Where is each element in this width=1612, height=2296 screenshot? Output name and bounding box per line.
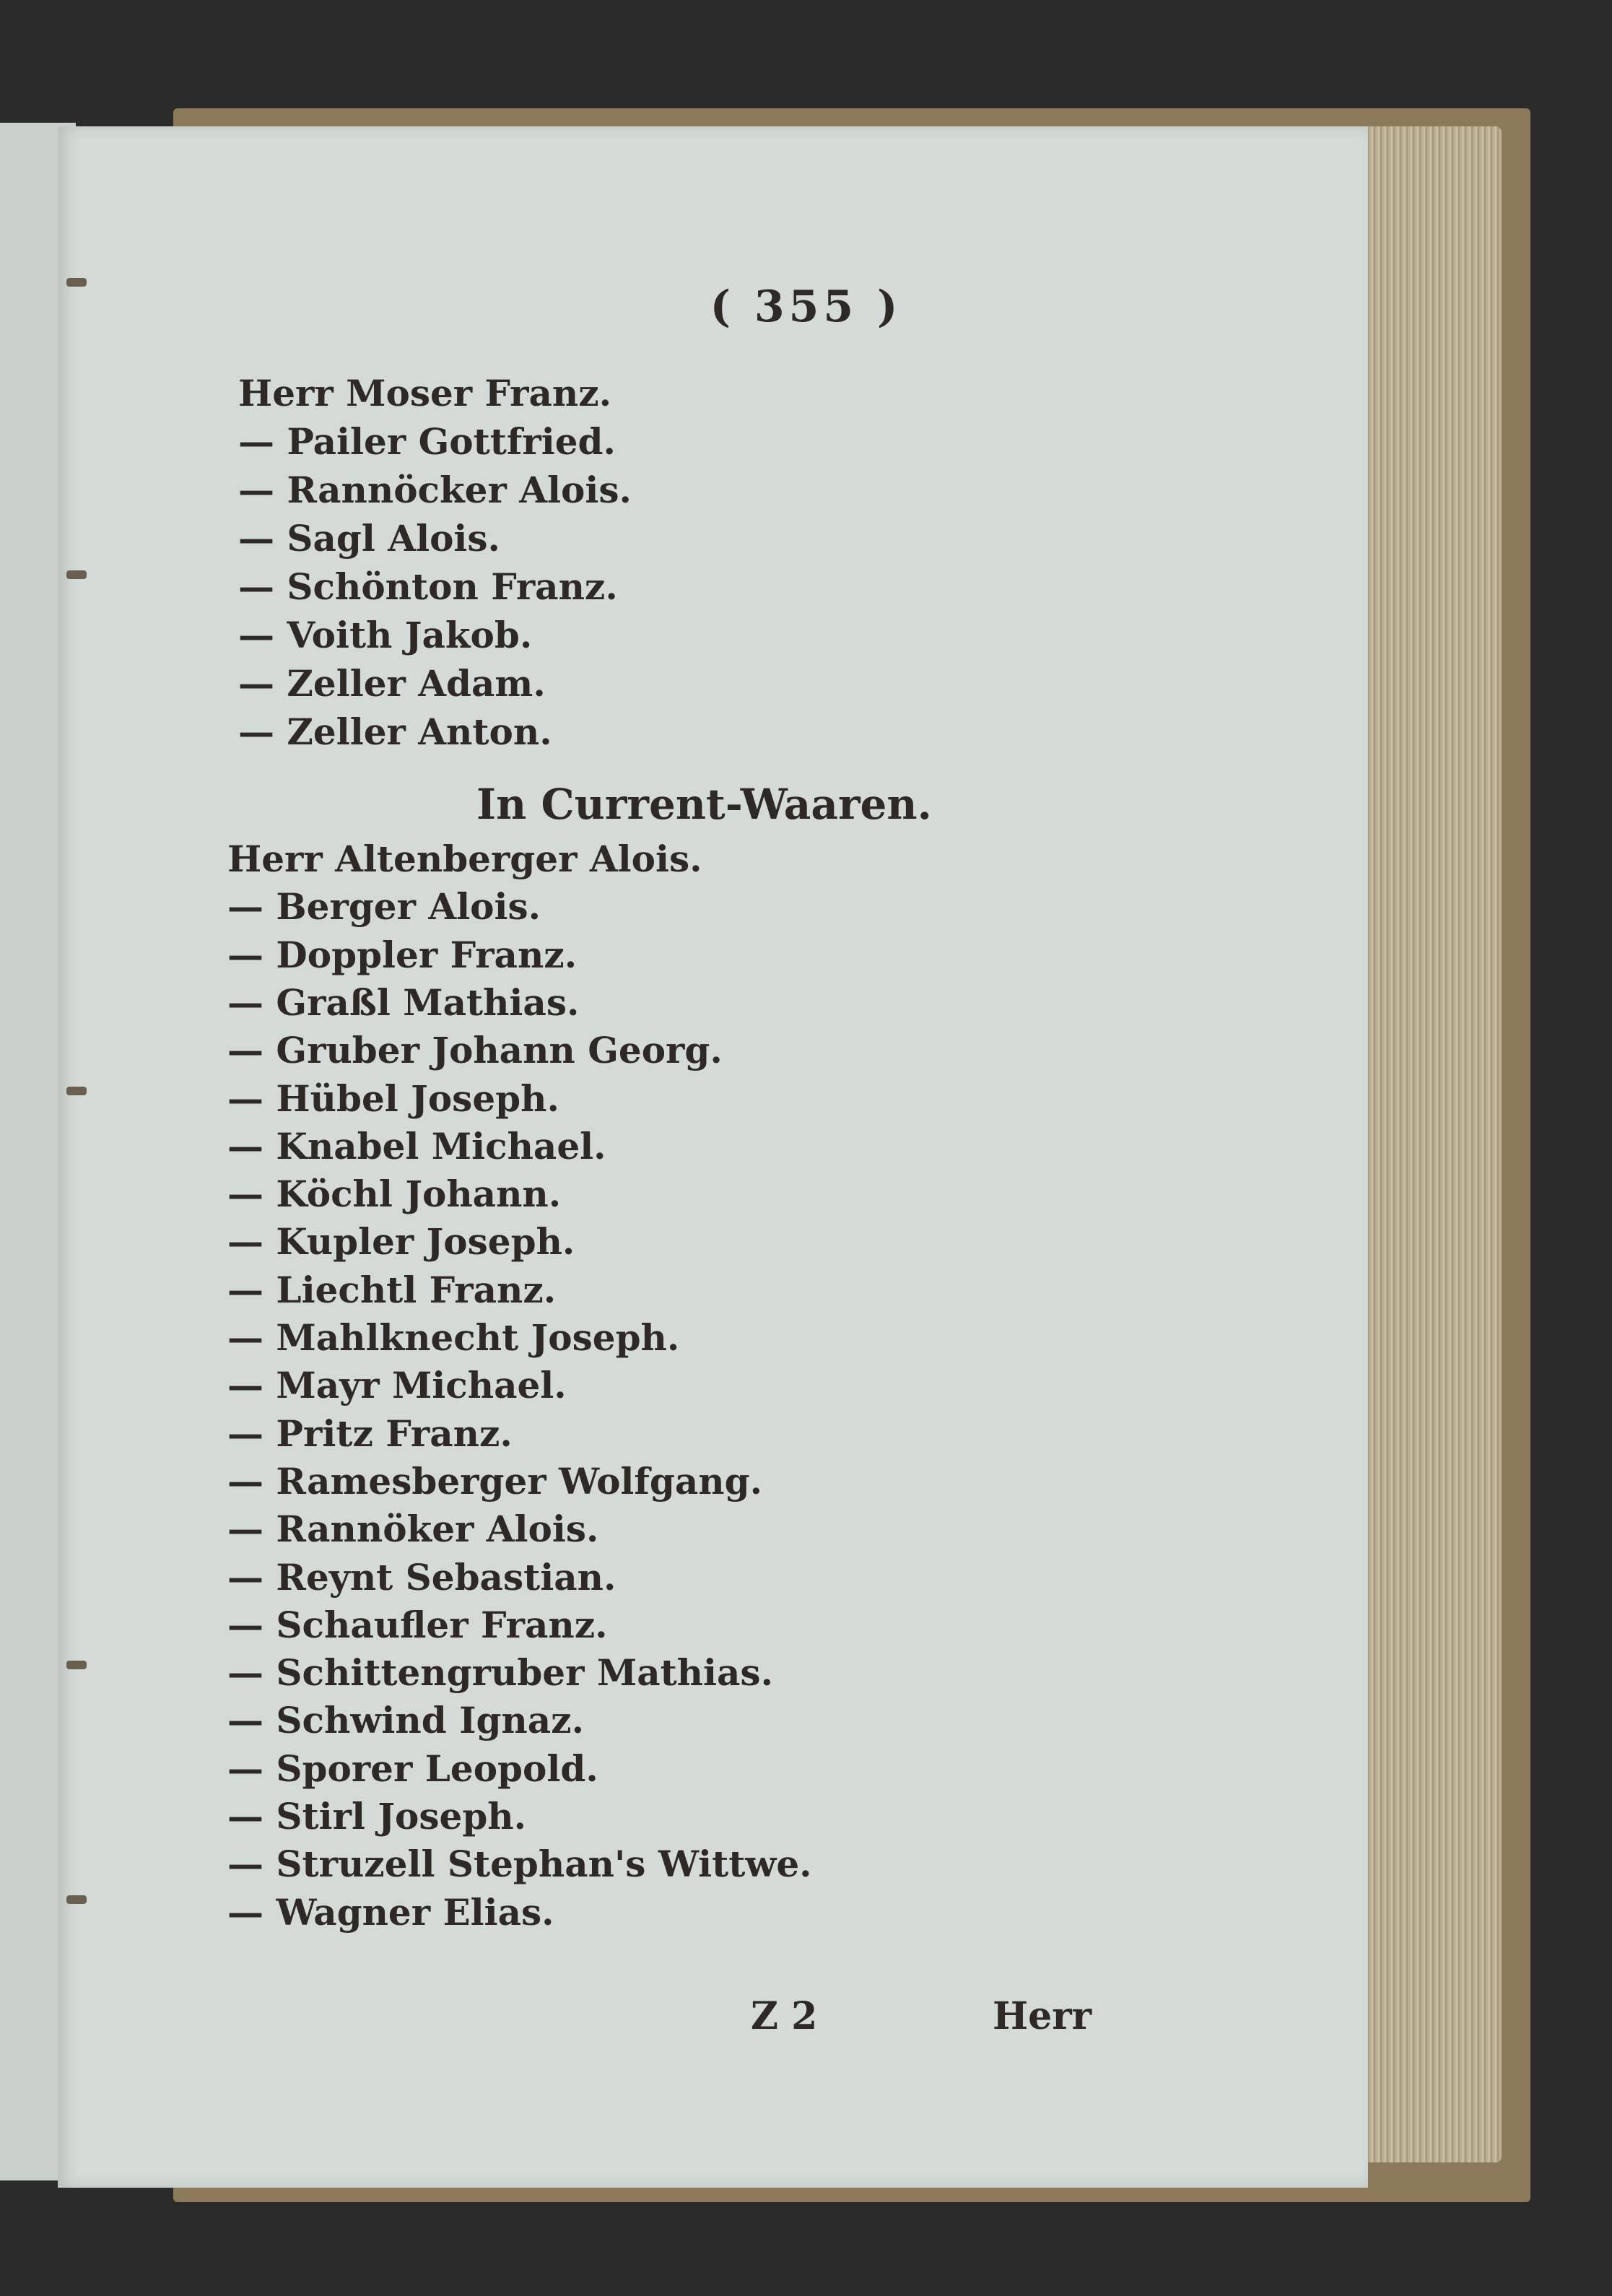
list-entry: — Sporer Leopold. bbox=[227, 1747, 598, 1790]
list-entry: — Schönton Franz. bbox=[238, 565, 618, 608]
list-entry: — Kupler Joseph. bbox=[227, 1220, 575, 1264]
list-entry: — Ramesberger Wolfgang. bbox=[227, 1459, 763, 1503]
list-entry: — Rannöcker Alois. bbox=[238, 469, 632, 511]
list-entry: — Berger Alois. bbox=[227, 885, 541, 929]
list-entry: — Knabel Michael. bbox=[227, 1124, 606, 1167]
list-entry: — Reynt Sebastian. bbox=[227, 1555, 617, 1599]
list-entry: Herr Altenberger Alois. bbox=[227, 838, 702, 880]
catchword: Herr bbox=[993, 1994, 1092, 2038]
binding-stitch bbox=[66, 1895, 87, 1904]
list-entry: — Zeller Anton. bbox=[238, 710, 552, 753]
list-entry: — Sagl Alois. bbox=[238, 517, 500, 560]
list-entry: — Pailer Gottfried. bbox=[238, 420, 616, 463]
binding-stitch bbox=[66, 570, 87, 579]
list-entry: — Pritz Franz. bbox=[227, 1412, 513, 1455]
binding-stitch bbox=[66, 1087, 87, 1095]
page-stack-edge bbox=[1357, 126, 1502, 2162]
list-entry: Herr Moser Franz. bbox=[238, 372, 612, 414]
page-number: ( 355 ) bbox=[710, 282, 902, 332]
list-entry: — Stirl Joseph. bbox=[227, 1795, 527, 1838]
binding-stitch bbox=[66, 1661, 87, 1669]
list-entry: — Struzell Stephan's Wittwe. bbox=[227, 1843, 812, 1886]
list-entry: — Voith Jakob. bbox=[238, 614, 533, 656]
list-entry: — Hübel Joseph. bbox=[227, 1077, 559, 1120]
list-entry: — Schwind Ignaz. bbox=[227, 1699, 584, 1742]
list-entry: — Liechtl Franz. bbox=[227, 1268, 557, 1311]
list-entry: — Graßl Mathias. bbox=[227, 980, 580, 1024]
list-entry: — Gruber Johann Georg. bbox=[227, 1029, 723, 1072]
list-entry: — Mayr Michael. bbox=[227, 1364, 567, 1407]
list-entry: — Zeller Adam. bbox=[238, 662, 546, 705]
list-entry: — Schittengruber Mathias. bbox=[227, 1651, 773, 1695]
list-entry: — Doppler Franz. bbox=[227, 933, 578, 976]
list-entry: — Schaufler Franz. bbox=[227, 1603, 608, 1646]
signature-mark: Z 2 bbox=[751, 1994, 818, 2038]
list-entry: — Köchl Johann. bbox=[227, 1173, 562, 1216]
list-entry: — Wagner Elias. bbox=[227, 1890, 554, 1934]
list-entry: — Rannöker Alois. bbox=[227, 1508, 599, 1551]
list-entry: — Mahlknecht Joseph. bbox=[227, 1316, 680, 1359]
section-heading: In Current-Waaren. bbox=[476, 780, 932, 829]
